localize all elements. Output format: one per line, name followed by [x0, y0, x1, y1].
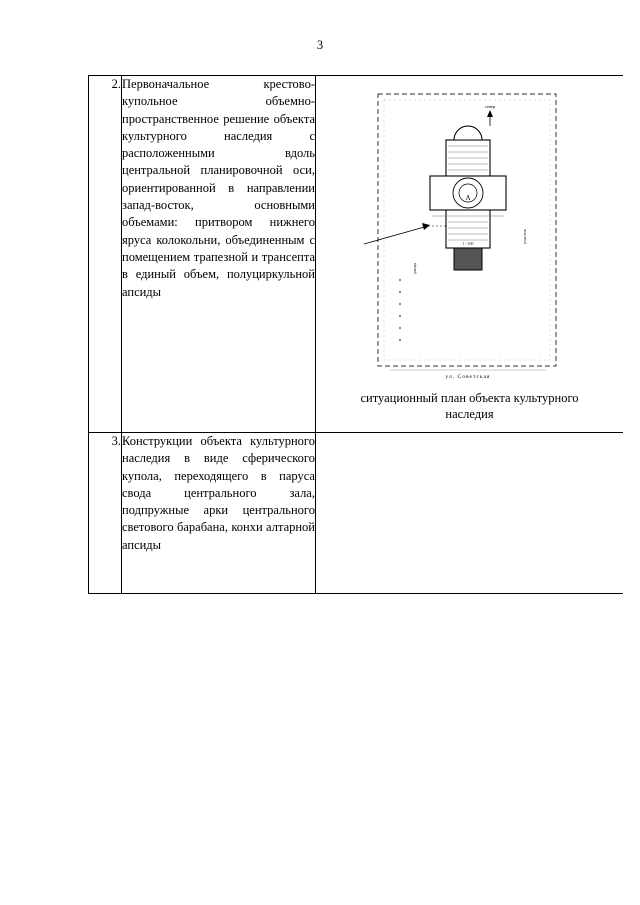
- content-table: [88, 75, 623, 594]
- svg-text:участок: участок: [522, 229, 527, 244]
- svg-text:1 : 500: 1 : 500: [462, 241, 474, 246]
- svg-text:улица: улица: [412, 262, 417, 274]
- plan-svg: [350, 84, 590, 384]
- page-number: 3: [316, 38, 324, 52]
- table-row: [89, 433, 624, 594]
- row-number-cell: 2.: [89, 76, 122, 433]
- svg-text:север: север: [484, 104, 496, 109]
- row-number-cell: 3.: [89, 433, 122, 594]
- row-image-cell-empty: [316, 433, 624, 594]
- svg-text:А: А: [465, 194, 471, 202]
- plan-image-container: [316, 76, 623, 432]
- table-row: [89, 76, 624, 433]
- row-description-cell: [122, 433, 316, 594]
- situational-plan-drawing: [320, 84, 620, 384]
- plan-caption: ситуационный план объекта культурного наследия: [360, 391, 579, 421]
- svg-text:ул. Советская: ул. Советская: [445, 374, 491, 380]
- row-description-cell: [122, 76, 316, 433]
- row-image-cell: [316, 76, 624, 433]
- row-description-text: Первоначальное крестово-купольное объемно-пространственное решение объекта культурного наследия с расположенными вдоль центральной планировочной оси, ориентированной в направлении запад-восток, основными объемами: притвором нижнего яруса колокольни, объединенным с помещением трапезной и трансепта в единый объем, полуциркульной апсиды: [122, 77, 315, 299]
- row-description-text: Конструкции объекта культурного наследия в виде сферического купола, переходящего в паруса свода центрального зала, подпружные арки центрального светового барабана, конхи алтарной апсиды: [122, 434, 315, 552]
